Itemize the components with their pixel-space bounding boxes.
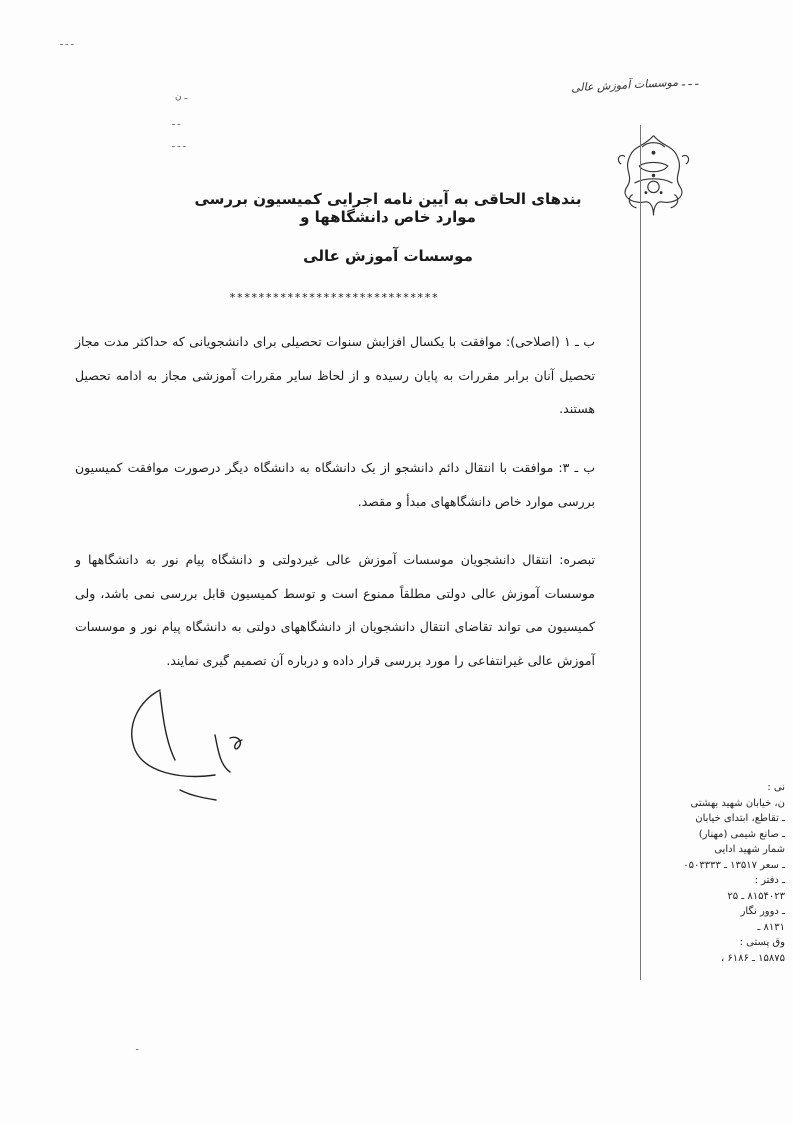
address-line: ن، خیابان شهید بهشتی <box>690 797 785 809</box>
letterhead-emblem-icon <box>606 128 701 223</box>
star-separator: ***************************** <box>229 291 439 304</box>
margin-mark-2: ـ ـ <box>172 118 181 128</box>
document-title-line1: بندهای الحاقی به آیین نامه اجرایی کمیسیون بررسی موارد خاص دانشگاهها و <box>194 190 582 226</box>
corner-mark: ـ ـ ـ <box>60 38 74 48</box>
address-block <box>635 780 785 966</box>
address-line: وق پستی : <box>739 937 785 948</box>
letterhead-handwriting: ـ ـ ـ موسسات آموزش عالی <box>570 74 699 95</box>
address-line: ـ دوور نگار <box>740 906 785 917</box>
paragraph-b1: ب ـ ۱ (اصلاحی): موافقت با یکسال افزایش سنوات تحصیلی برای دانشجویانی که حداکثر مدت مجاز تحصیل آنان برابر مقررات به پایان رسیده و از لحاظ سایر مقررات آموزشی مجاز به ادامه تحصیل هستند. <box>75 334 595 416</box>
address-line: ـ صانع شیمی (مهنار) <box>698 828 785 840</box>
footer-mark: ـ <box>136 1043 139 1052</box>
address-line: ـ تقاطع، ابتدای خیابان <box>695 813 785 824</box>
signature-icon <box>120 680 270 805</box>
margin-mark-3: ـ ـ ـ <box>172 140 186 150</box>
document-title-line2: موسسات آموزش عالی <box>303 247 473 265</box>
address-line: ۸۱۳۱ ـ <box>757 921 785 933</box>
address-line: نی : <box>767 782 785 793</box>
address-line: شمار شهید ادایی <box>714 844 785 855</box>
address-line: ۸۱۵۴۰۲۳ ـ ۲۵ <box>727 890 785 902</box>
paragraph-note: تبصره: انتقال دانشجویان موسسات آموزش عالی غیردولتی و دانشگاه پیام نور به دانشگاهها و موسسات آموزش عالی دولتی مطلقاً ممنوع است و توسط کمیسیون قابل بررسی نمی باشد، ولی کمیسیون می تواند تقاضای انتقال دانشجویان از دانشگاههای دولتی به دانشگاه پیام نور و موسسات آموزش عالی غیرانتفاعی را مورد بررسی قرار داده و درباره آن تصمیم گیری نمایند. <box>75 552 595 668</box>
address-line: ۱۵۸۷۵ ـ ۶۱۸۶ ، <box>720 952 785 964</box>
address-line: ـ سعر ۱۳۵۱۷ ـ ۰۵۰۳۳۳۳ <box>683 859 785 871</box>
paragraph-b3: ب ـ ۳: موافقت با انتقال دائم دانشجو از یک دانشگاه به دانشگاه دیگر درصورت موافقت کمیسیون بررسی موارد خاص دانشگاههای مبدأ و مقصد. <box>75 460 595 509</box>
address-line: ـ دفتر : <box>754 875 785 886</box>
margin-mark-1: ـ ن <box>175 92 188 102</box>
